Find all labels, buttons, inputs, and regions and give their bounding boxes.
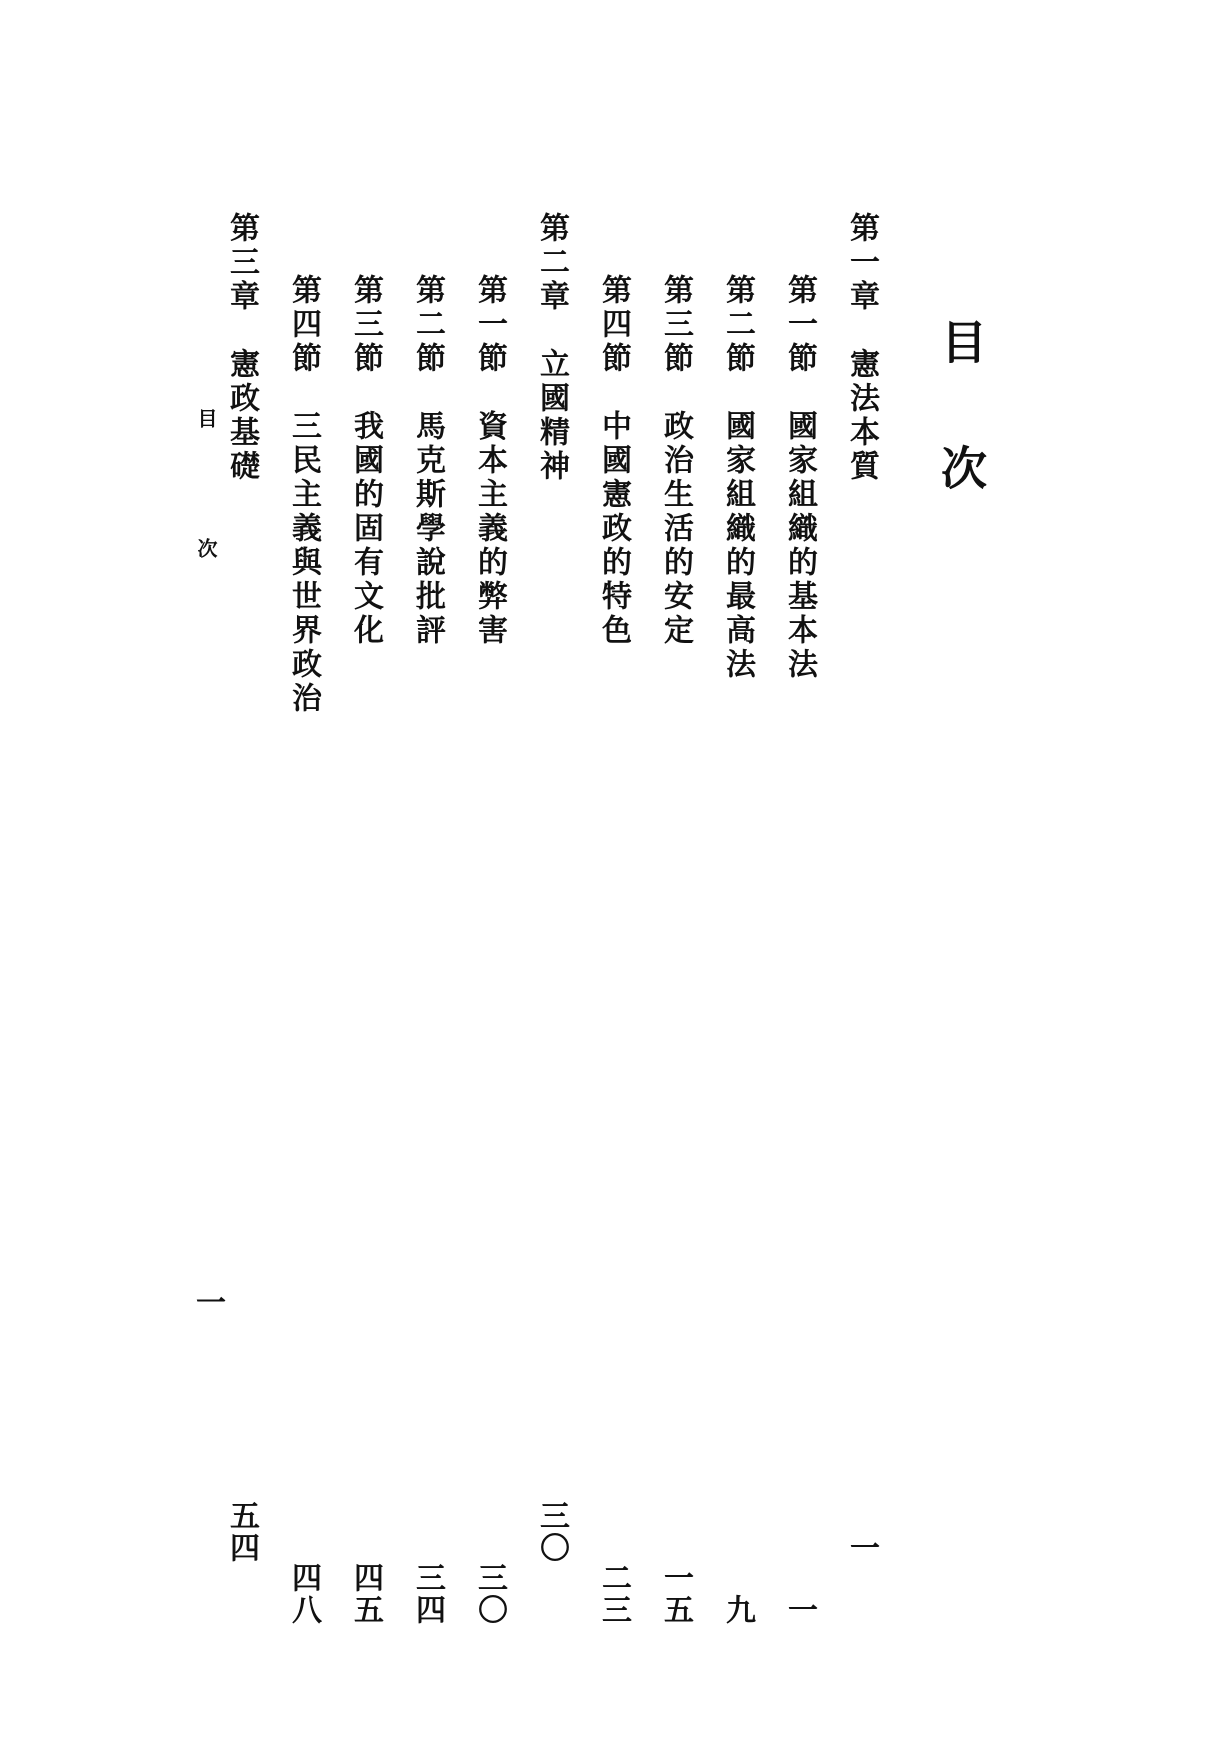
toc-entry-page: 三〇 — [534, 1500, 569, 1564]
toc-entry-11[interactable] — [224, 212, 259, 1564]
toc-entry-page: 九 — [720, 1594, 755, 1626]
toc-entry-label: 第二節 國家組織的最高法 — [720, 274, 755, 682]
toc-entry-page: 三〇 — [472, 1562, 507, 1626]
toc-entry-label: 第三節 政治生活的安定 — [658, 274, 693, 648]
toc-entry-3[interactable] — [720, 274, 755, 1626]
folio: 一 — [196, 1286, 226, 1321]
toc-entry-label: 第二章 立國精神 — [534, 212, 569, 484]
toc-entry-page: 三四 — [410, 1562, 445, 1626]
toc-entry-label: 第三節 我國的固有文化 — [348, 274, 383, 648]
toc-entry-8[interactable] — [410, 274, 445, 1626]
toc-entry-label: 第四節 三民主義與世界政治 — [286, 274, 321, 716]
toc-entry-5[interactable] — [596, 274, 631, 1626]
toc-entry-page: 一 — [782, 1594, 817, 1626]
toc-entry-label: 第四節 中國憲政的特色 — [596, 274, 631, 648]
toc-entry-page: 一 — [844, 1532, 879, 1564]
toc-entry-label: 第三章 憲政基礎 — [224, 212, 259, 484]
toc-entry-9[interactable] — [348, 274, 383, 1626]
toc-entry-label: 第二節 馬克斯學說批評 — [410, 274, 445, 648]
running-head: 目次 — [194, 408, 218, 668]
page-title: 目次 — [934, 318, 988, 570]
toc-entry-page: 二三 — [596, 1562, 631, 1626]
toc-entry-page: 五四 — [224, 1500, 259, 1564]
toc-entry-page: 一五 — [658, 1562, 693, 1626]
toc-entry-7[interactable] — [472, 274, 507, 1626]
toc-entry-1[interactable] — [844, 212, 879, 1564]
toc-entry-6[interactable] — [534, 212, 569, 1564]
toc-entry-label: 第一節 資本主義的弊害 — [472, 274, 507, 648]
toc-entry-label: 第一章 憲法本質 — [844, 212, 879, 484]
toc-entry-10[interactable] — [286, 274, 321, 1626]
toc-entry-page: 四八 — [286, 1562, 321, 1626]
toc-entry-page: 四五 — [348, 1562, 383, 1626]
toc-entry-4[interactable] — [658, 274, 693, 1626]
toc-entry-label: 第一節 國家組織的基本法 — [782, 274, 817, 682]
toc-entry-2[interactable] — [782, 274, 817, 1626]
